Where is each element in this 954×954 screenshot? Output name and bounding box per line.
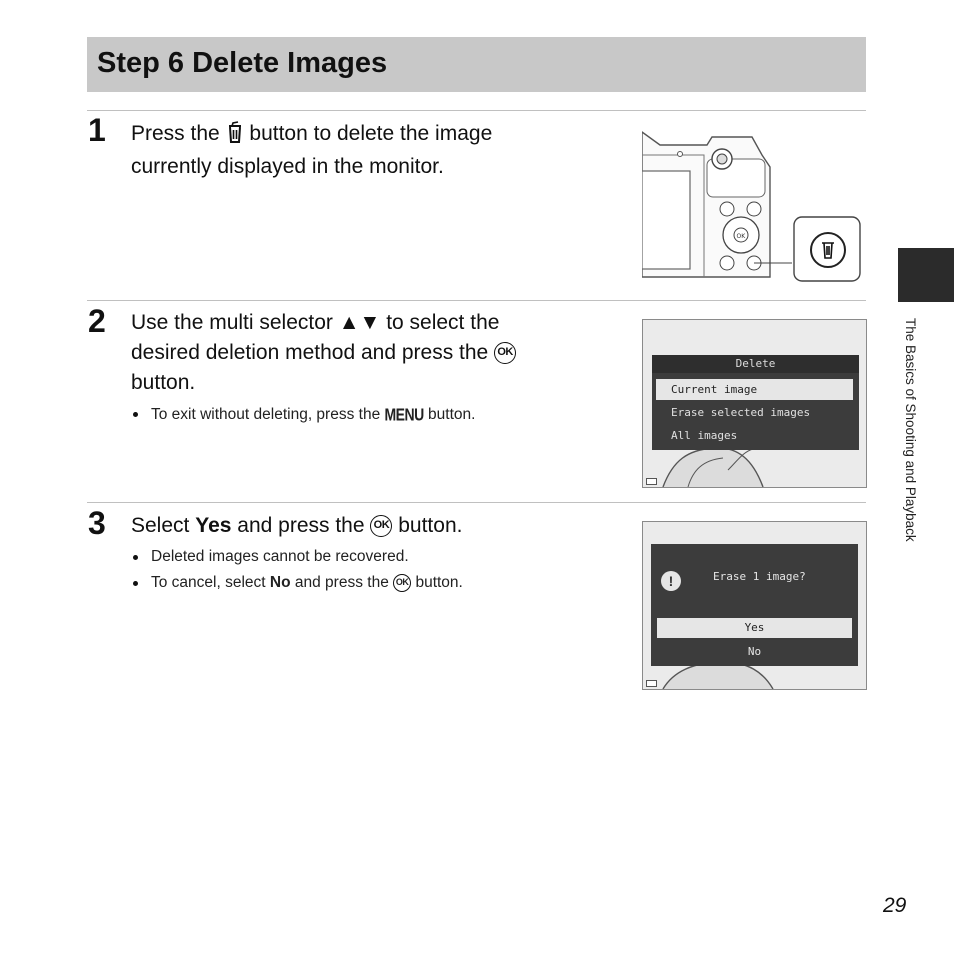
svg-text:OK: OK — [736, 233, 746, 240]
delete-menu — [652, 355, 859, 450]
step-number: 3 — [88, 505, 106, 541]
option-no[interactable]: No — [747, 645, 762, 658]
step-instruction — [131, 308, 561, 398]
warning-icon: ! — [661, 571, 681, 591]
step-text: button. — [398, 514, 463, 537]
dialog-question: Erase 1 image? — [713, 570, 806, 583]
step-text: Select — [131, 514, 190, 537]
divider — [87, 110, 866, 111]
section-header — [87, 37, 866, 92]
step-text: Press the — [131, 122, 220, 145]
ok-button-icon: OK — [494, 342, 516, 364]
up-down-arrows-icon: ▲▼ — [338, 311, 381, 334]
page-title: Step 6 Delete Images — [97, 47, 388, 79]
step-number: 2 — [88, 303, 106, 339]
step-text-bold: Yes — [195, 514, 232, 537]
menu-item-all-images[interactable]: All images — [671, 429, 738, 442]
step-text: button to delete the image currently displayed in the monitor. — [131, 122, 493, 178]
camera-back-illustration — [642, 127, 862, 285]
battery-icon — [646, 680, 657, 687]
option-yes[interactable]: Yes — [657, 618, 852, 638]
erase-confirm-screen — [642, 521, 867, 690]
menu-item-erase-selected[interactable]: Erase selected images — [671, 406, 811, 419]
menu-button-icon: MENU — [384, 404, 424, 424]
ok-button-icon: OK — [370, 515, 392, 537]
trash-icon — [226, 121, 244, 152]
step-notes — [131, 544, 601, 596]
battery-icon — [646, 478, 657, 485]
ok-button-icon: OK — [393, 574, 411, 592]
note-item: Deleted images cannot be recovered. — [131, 544, 601, 570]
chapter-tab — [898, 248, 954, 302]
step-number: 1 — [88, 112, 106, 148]
page-number: 29 — [883, 894, 907, 917]
menu-item-current-image[interactable]: Current image — [656, 379, 853, 400]
note-item: To cancel, select No and press the OK button. — [131, 570, 601, 596]
confirm-dialog — [651, 544, 858, 666]
delete-menu-screen — [642, 319, 867, 488]
step-instruction — [131, 511, 601, 541]
step-instruction — [131, 119, 561, 182]
chapter-label: The Basics of Shooting and Playback — [903, 318, 918, 542]
divider — [87, 502, 866, 503]
step-text: button. — [131, 371, 196, 394]
step-notes — [131, 401, 601, 428]
step-text: Use the multi selector — [131, 311, 333, 334]
step-text: to select the desired deletion method and press the — [131, 311, 500, 364]
menu-title: Delete — [652, 355, 859, 373]
note-item: To exit without deleting, press the MENU button. — [131, 401, 601, 428]
step-text: and press the — [237, 514, 365, 537]
divider — [87, 300, 866, 301]
